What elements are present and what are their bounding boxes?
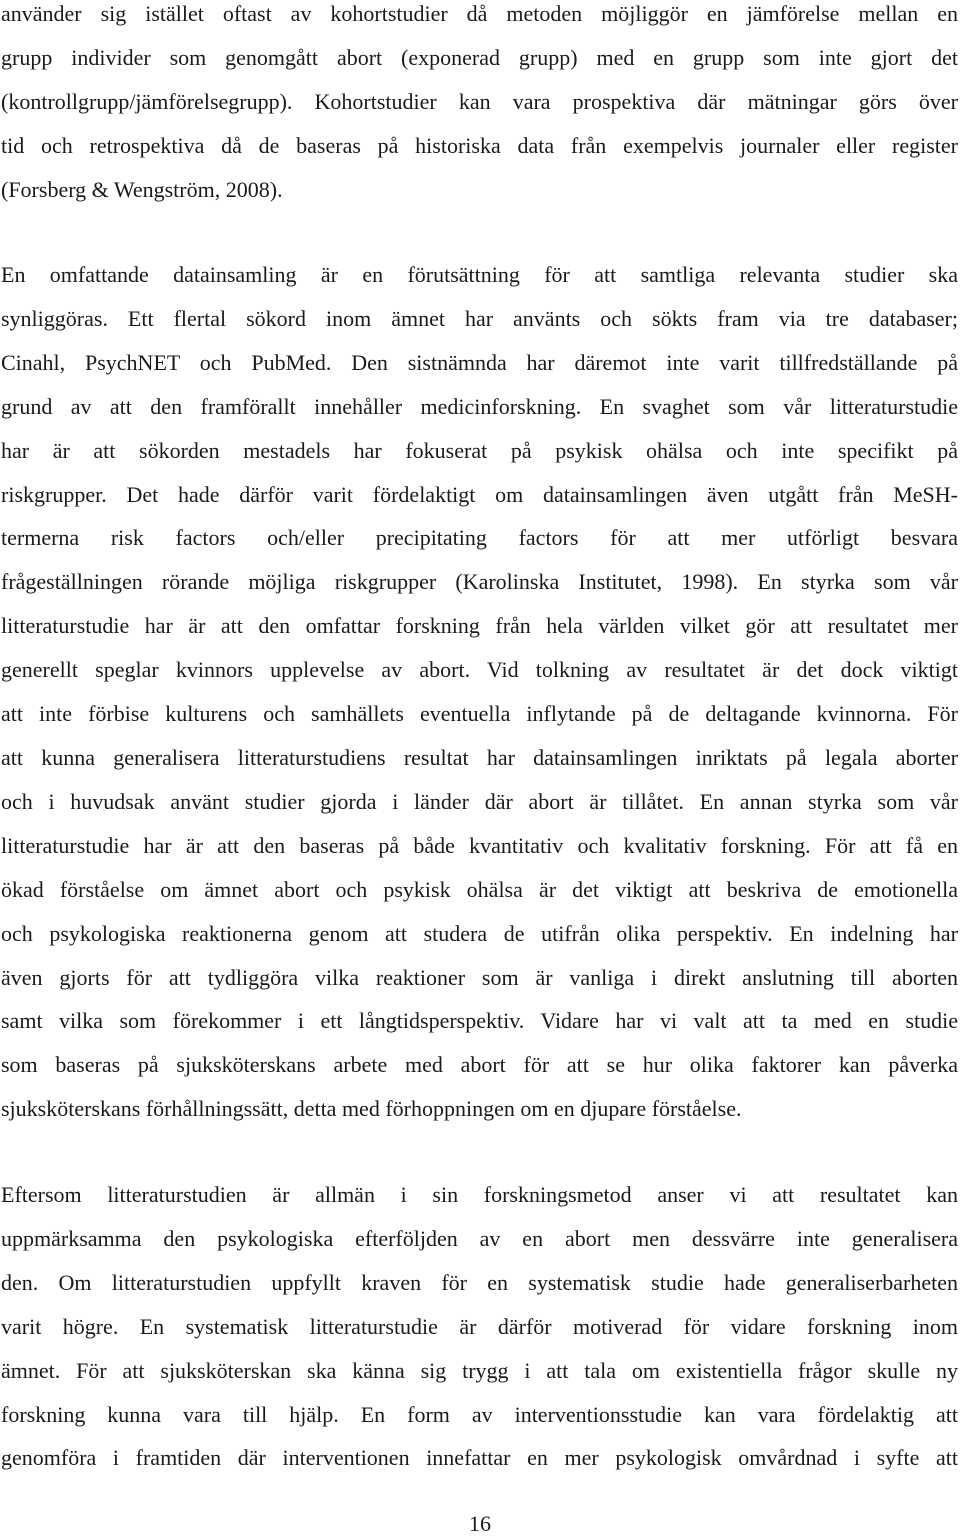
text-line: (Forsberg & Wengström, 2008). [1, 176, 283, 202]
paragraph-data-collection [1, 253, 958, 1131]
text-line: Cinahl, PsychNET och PubMed. Den sistnämnda har däremot inte varit tillfredställande på [1, 349, 958, 375]
text-line: generellt speglar kvinnors upplevelse av abort. Vid tolkning av resultatet är det dock viktigt [1, 657, 958, 683]
text-line: grund av att den framförallt innehåller medicinforskning. En svaghet som vår litteraturstudie [1, 393, 958, 419]
text-line: litteraturstudie har är att den omfattar forskning från hela världen vilket gör att resultatet mer [1, 613, 958, 639]
text-line: synliggöras. Ett flertal sökord inom ämnet har använts och sökts fram via tre databaser; [1, 305, 958, 331]
text-line: forskning kunna vara till hjälp. En form av interventionsstudie kan vara fördelaktig att [1, 1401, 958, 1427]
text-line: sjuksköterskans förhållningssätt, detta med förhoppningen om en djupare förståelse. [1, 1096, 742, 1122]
text-line: att kunna generalisera litteraturstudiens resultat har datainsamlingen inriktats på legala aborter [1, 744, 958, 770]
text-line: varit högre. En systematisk litteraturstudie är därför motiverad för vidare forskning inom [1, 1313, 958, 1339]
text-line: frågeställningen rörande möjliga riskgrupper (Karolinska Institutet, 1998). En styrka som vår [1, 569, 958, 595]
text-line: En omfattande datainsamling är en förutsättning för att samtliga relevanta studier ska [1, 262, 958, 287]
text-line: uppmärksamma den psykologiska efterföljden av en abort men dessvärre inte generalisera [1, 1225, 958, 1251]
text-line: även gjorts för att tydliggöra vilka reaktioner som är vanliga i direkt anslutning till aborten [1, 964, 958, 990]
text-line: ökad förståelse om ämnet abort och psykisk ohälsa är det viktigt att beskriva de emotionella [1, 876, 958, 902]
text-line: genomföra i framtiden där interventionen innefattar en mer psykologisk omvårdnad i syfte att [1, 1445, 958, 1471]
paragraph-methods-cohort [1, 0, 958, 212]
text-line: grupp individer som genomgått abort (exponerad grupp) med en grupp som inte gjort det [1, 44, 958, 70]
text-line: ämnet. För att sjuksköterskan ska känna sig trygg i att tala om existentiella frågor skulle ny [1, 1357, 958, 1383]
paragraph-generalisation [1, 1173, 958, 1480]
text-line: och psykologiska reaktionerna genom att studera de utifrån olika perspektiv. En indelning har [1, 920, 958, 946]
text-line: litteraturstudie har är att den baseras på både kvantitativ och kvalitativ forskning. För att få en [1, 832, 958, 858]
text-line: (kontrollgrupp/jämförelsegrupp). Kohortstudier kan vara prospektiva där mätningar görs över [1, 88, 958, 114]
text-line: använder sig istället oftast av kohortstudier då metoden möjliggör en jämförelse mellan en [1, 1, 958, 26]
text-line: riskgrupper. Det hade därför varit fördelaktigt om datainsamlingen även utgått från MeSH- [1, 481, 958, 507]
text-line: som baseras på sjuksköterskans arbete med abort för att se hur olika faktorer kan påverka [1, 1052, 958, 1078]
text-line: och i huvudsak använt studier gjorda i länder där abort är tillåtet. En annan styrka som vår [1, 788, 958, 814]
text-line: att inte förbise kulturens och samhällets eventuella inflytande på de deltagande kvinnorna. För [1, 701, 958, 727]
text-line: termerna risk factors och/eller precipitating factors för att mer utförligt besvara [1, 525, 958, 551]
text-line: tid och retrospektiva då de baseras på historiska data från exempelvis journaler eller register [1, 132, 958, 158]
text-line: har är att sökorden mestadels har fokuserat på psykisk ohälsa och inte specifikt på [1, 437, 958, 463]
page-number: 16 [469, 1511, 491, 1536]
text-line: samt vilka som förekommer i ett långtidsperspektiv. Vidare har vi valt att ta med en studie [1, 1008, 958, 1034]
text-line: Eftersom litteraturstudien är allmän i sin forskningsmetod anser vi att resultatet kan [1, 1182, 958, 1207]
text-line: den. Om litteraturstudien uppfyllt kraven för en systematisk studie hade generaliserbarheten [1, 1269, 958, 1295]
